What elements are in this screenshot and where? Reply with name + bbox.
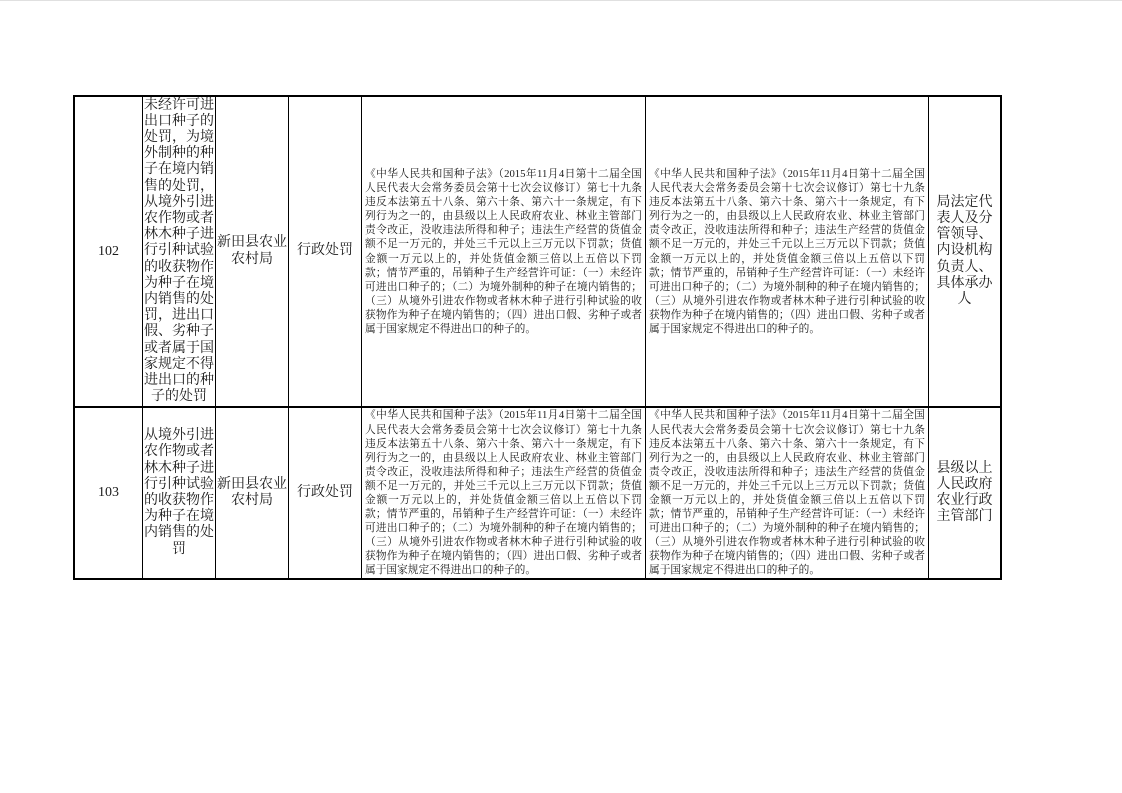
legal-basis-cell-2: 《中华人民共和国种子法》（2015年11月4日第十二届全国人民代表大会常务委员会第十七次会议修订）第七十九条 违反本法第五十八条、第六十条、第六十一条规定，有下列行为之一的，由县级以上人民政府农业、林业主管部门责令改正，没收违法所得和种子；违法生产经营的货值金额不足一万元的，并处三千元以上三万元以下罚款；货值金额一万元以上的，并处货值金额三倍以上五倍以下罚款；情节严重的，吊销种子生产经营许可证：（一）未经许可进出口种子的；（二）为境外制种的种子在境内销售的；（三）从境外引进农作物或者林木种子进行引种试验的收获物作为种子在境内销售的；（四）进出口假、劣种子或者属于国家规定不得进出口的种子的。 bbox=[646, 408, 929, 578]
power-type-cell: 行政处罚 bbox=[289, 97, 362, 408]
power-name-cell: 从境外引进农作物或者林木种子进行引种试验的收获物作为种子在境内销售的处罚 bbox=[143, 408, 216, 578]
administrative-power-table bbox=[73, 95, 1002, 580]
responsible-party-cell: 县级以上人民政府农业行政主管部门 bbox=[936, 460, 993, 525]
page-top-edge bbox=[0, 0, 1122, 1]
responsible-party-cell: 局法定代表人及分管领导、内设机构负责人、具体承办人 bbox=[929, 97, 1000, 408]
implementing-agency-cell: 新田县农业农村局 bbox=[216, 408, 289, 578]
power-type-cell: 行政处罚 bbox=[289, 408, 362, 578]
legal-basis-cell-1: 《中华人民共和国种子法》（2015年11月4日第十二届全国人民代表大会常务委员会第十七次会议修订）第七十九条 违反本法第五十八条、第六十条、第六十一条规定，有下列行为之一的，由县级以上人民政府农业、林业主管部门责令改正，没收违法所得和种子；违法生产经营的货值金额不足一万元的，并处三千元以上三万元以下罚款；货值金额一万元以上的，并处货值金额三倍以上五倍以下罚款；情节严重的，吊销种子生产经营许可证：（一）未经许可进出口种子的；（二）为境外制种的种子在境内销售的；（三）从境外引进农作物或者林木种子进行引种试验的收获物作为种子在境内销售的；（四）进出口假、劣种子或者属于国家规定不得进出口的种子的。 bbox=[362, 408, 646, 578]
legal-basis-cell-1: 《中华人民共和国种子法》（2015年11月4日第十二届全国人民代表大会常务委员会第十七次会议修订）第七十九条 违反本法第五十八条、第六十条、第六十一条规定，有下列行为之一的，由县级以上人民政府农业、林业主管部门责令改正，没收违法所得和种子；违法生产经营的货值金额不足一万元的，并处三千元以上三万元以下罚款；货值金额一万元以上的，并处货值金额三倍以上五倍以下罚款；情节严重的，吊销种子生产经营许可证：（一）未经许可进出口种子的；（二）为境外制种的种子在境内销售的；（三）从境外引进农作物或者林木种子进行引种试验的收获物作为种子在境内销售的；（四）进出口假、劣种子或者属于国家规定不得进出口的种子的。 bbox=[362, 97, 646, 408]
row-number-cell: 103 bbox=[75, 408, 143, 578]
power-name-cell: 未经许可进出口种子的处罚，为境外制种的种子在境内销售的处罚，从境外引进农作物或者林木种子进行引种试验的收获物作为种子在境内销售的处罚，进出口假、劣种子或者属于国家规定不得进出口的种子的处罚 bbox=[143, 97, 216, 408]
legal-basis-cell-2: 《中华人民共和国种子法》（2015年11月4日第十二届全国人民代表大会常务委员会第十七次会议修订）第七十九条 违反本法第五十八条、第六十条、第六十一条规定，有下列行为之一的，由县级以上人民政府农业、林业主管部门责令改正，没收违法所得和种子；违法生产经营的货值金额不足一万元的，并处三千元以上三万元以下罚款；货值金额一万元以上的，并处货值金额三倍以上五倍以下罚款；情节严重的，吊销种子生产经营许可证：（一）未经许可进出口种子的；（二）为境外制种的种子在境内销售的；（三）从境外引进农作物或者林木种子进行引种试验的收获物作为种子在境内销售的；（四）进出口假、劣种子或者属于国家规定不得进出口的种子的。 bbox=[646, 97, 929, 408]
implementing-agency-cell: 新田县农业农村局 bbox=[216, 97, 289, 408]
row-number-cell: 102 bbox=[75, 97, 143, 408]
